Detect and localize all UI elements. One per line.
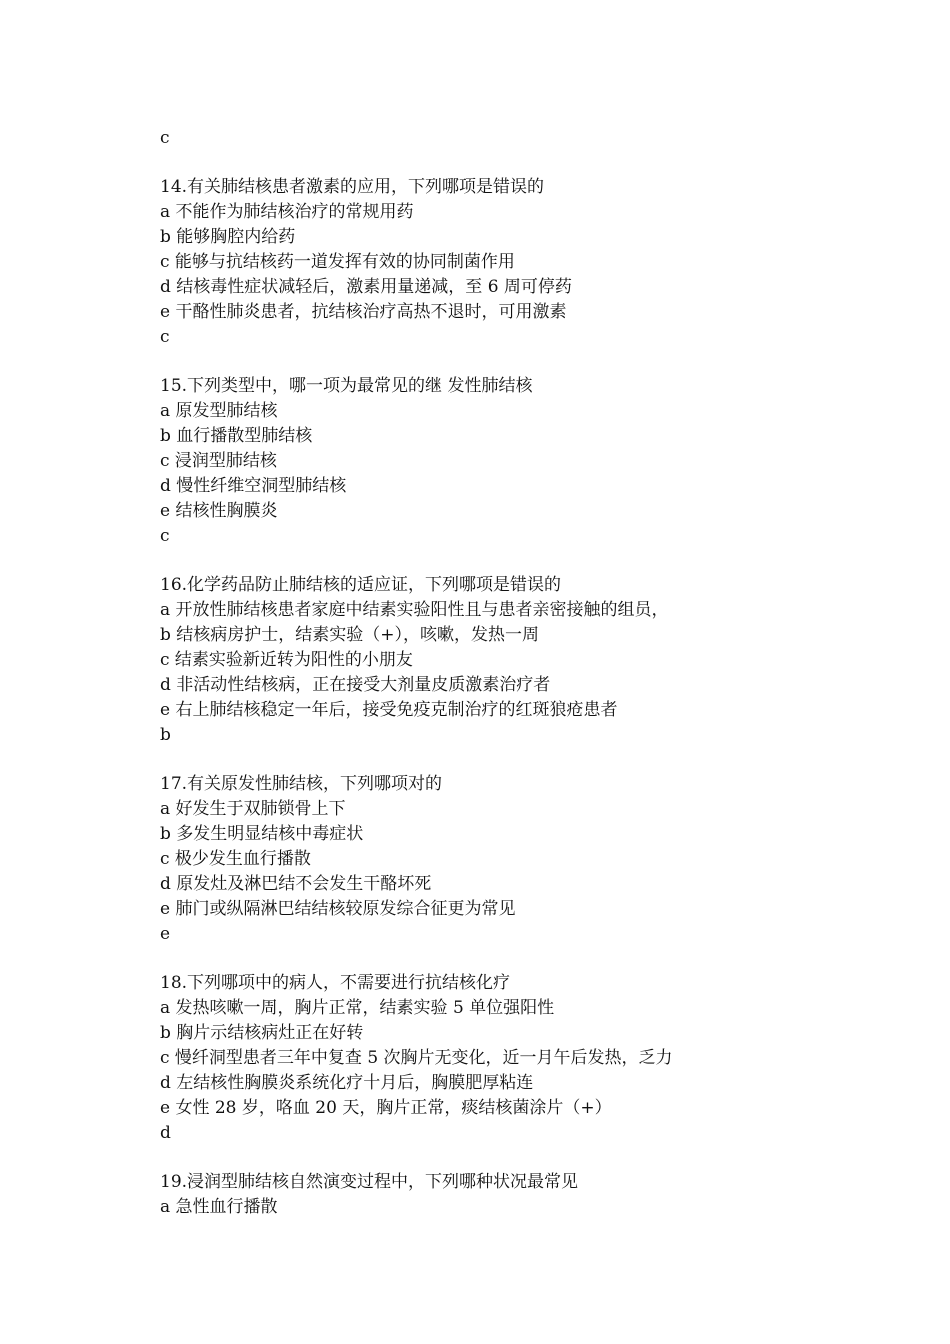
lead-answer-block [160, 126, 920, 151]
option-c: c 结素实验新近转为阳性的小朋友 [160, 650, 413, 670]
option-b: b 胸片示结核病灶正在好转 [160, 1023, 364, 1043]
option-e: e 右上肺结核稳定一年后，接受免疫克制治疗的红斑狼疮患者 [160, 700, 618, 720]
answer-line: c [160, 128, 170, 148]
option-a: a 开放性肺结核患者家庭中结素实验阳性且与患者亲密接触的组员， [160, 600, 669, 620]
question-stem: 17.有关原发性肺结核，下列哪项对的 [160, 774, 443, 794]
option-a: a 好发生于双肺锁骨上下 [160, 799, 346, 819]
answer-line: c [160, 327, 170, 347]
option-b: b 能够胸腔内给药 [160, 227, 296, 247]
question-stem: 15.下列类型中，哪一项为最常见的继 发性肺结核 [160, 376, 533, 396]
option-c: c 浸润型肺结核 [160, 451, 277, 471]
question-16 [160, 573, 920, 748]
option-a: a 急性血行播散 [160, 1197, 278, 1217]
question-15 [160, 374, 920, 549]
question-stem: 16.化学药品防止肺结核的适应证，下列哪项是错误的 [160, 575, 562, 595]
option-c: c 慢纤洞型患者三年中复查 5 次胸片无变化，近一月午后发热，乏力 [160, 1048, 673, 1068]
answer-line: c [160, 526, 170, 546]
option-d: d 慢性纤维空洞型肺结核 [160, 476, 347, 496]
answer-line: d [160, 1123, 171, 1143]
option-e: e 肺门或纵隔淋巴结结核较原发综合征更为常见 [160, 899, 516, 919]
option-e: e 干酪性肺炎患者，抗结核治疗高热不退时，可用激素 [160, 302, 567, 322]
option-d: d 非活动性结核病，正在接受大剂量皮质激素治疗者 [160, 675, 551, 695]
option-d: d 左结核性胸膜炎系统化疗十月后，胸膜肥厚粘连 [160, 1073, 534, 1093]
option-a: a 原发型肺结核 [160, 401, 278, 421]
question-14 [160, 175, 920, 350]
answer-line: e [160, 924, 171, 944]
option-d: d 原发灶及淋巴结不会发生干酪坏死 [160, 874, 432, 894]
question-17 [160, 772, 920, 947]
option-b: b 结核病房护士，结素实验（+），咳嗽，发热一周 [160, 625, 540, 645]
question-19 [160, 1170, 920, 1220]
question-stem: 14.有关肺结核患者激素的应用，下列哪项是错误的 [160, 177, 545, 197]
question-list [160, 126, 920, 1220]
option-b: b 多发生明显结核中毒症状 [160, 824, 364, 844]
question-18 [160, 971, 920, 1146]
question-stem: 18.下列哪项中的病人，不需要进行抗结核化疗 [160, 973, 511, 993]
option-a: a 不能作为肺结核治疗的常规用药 [160, 202, 414, 222]
question-stem: 19.浸润型肺结核自然演变过程中，下列哪种状况最常见 [160, 1172, 579, 1192]
option-a: a 发热咳嗽一周，胸片正常，结素实验 5 单位强阳性 [160, 998, 555, 1018]
answer-line: b [160, 725, 171, 745]
option-e: e 结核性胸膜炎 [160, 501, 278, 521]
option-e: e 女性 28 岁，咯血 20 天，胸片正常，痰结核菌涂片（+） [160, 1098, 612, 1118]
option-c: c 极少发生血行播散 [160, 849, 311, 869]
option-c: c 能够与抗结核药一道发挥有效的协同制菌作用 [160, 252, 515, 272]
option-b: b 血行播散型肺结核 [160, 426, 313, 446]
option-d: d 结核毒性症状减轻后，激素用量递减，至 6 周可停药 [160, 277, 572, 297]
